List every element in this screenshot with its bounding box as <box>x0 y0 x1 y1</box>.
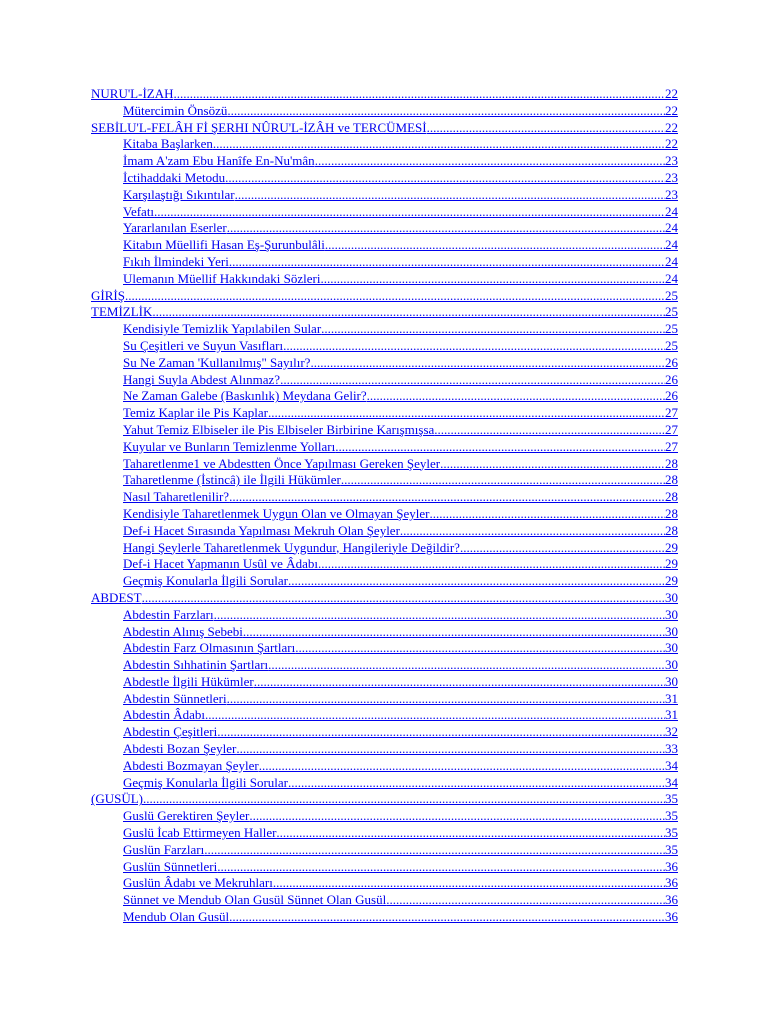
toc-subentry-link[interactable] <box>91 136 678 153</box>
toc-page-number: 35 <box>665 841 678 857</box>
toc-dot-leader <box>205 707 665 724</box>
toc-dot-leader <box>227 220 665 237</box>
toc-entry-title: Su Ne Zaman 'Kullanılmış" Sayılır? <box>123 354 311 370</box>
toc-subentry-link[interactable] <box>91 691 678 708</box>
toc-subentry-link[interactable] <box>91 271 678 288</box>
toc-entry-title: Guslün Farzları <box>123 841 205 857</box>
toc-entry-title: Guslün Âdabı ve Mekruhları <box>123 875 273 891</box>
toc-entry-title: Hangi Şeylerle Taharetlenmek Uygundur, Hangileriyle Değildir? <box>123 539 460 555</box>
toc-subentry-link[interactable] <box>91 707 678 724</box>
toc-dot-leader <box>429 506 665 523</box>
toc-subentry-link[interactable] <box>91 875 678 892</box>
toc-page-number: 28 <box>665 522 678 538</box>
toc-page-number: 35 <box>665 825 678 841</box>
toc-subentry-link[interactable] <box>91 355 678 372</box>
toc-subentry-link[interactable] <box>91 388 678 405</box>
toc-entry-title: Taharetlenme (İstincâ) ile İlgili Hükümler <box>123 472 341 488</box>
toc-dot-leader <box>273 875 665 892</box>
toc-subentry-link[interactable] <box>91 607 678 624</box>
toc-dot-leader <box>288 775 665 792</box>
toc-page-number: 34 <box>665 774 678 790</box>
toc-page-number: 28 <box>665 455 678 471</box>
toc-dot-leader <box>225 170 665 187</box>
toc-page-number: 31 <box>665 690 678 706</box>
toc-page-number: 27 <box>665 405 678 421</box>
toc-dot-leader <box>243 624 665 641</box>
toc-subentry-link[interactable] <box>91 103 678 120</box>
toc-page-number: 30 <box>665 623 678 639</box>
toc-page-number: 23 <box>665 153 678 169</box>
toc-entry-title: Abdestin Sıhhatinin Şartları <box>123 657 269 673</box>
toc-subentry-link[interactable] <box>91 842 678 859</box>
toc-dot-leader <box>227 691 665 708</box>
toc-page-number: 24 <box>665 270 678 286</box>
toc-dot-leader <box>440 456 665 473</box>
toc-section-link[interactable] <box>91 288 678 305</box>
toc-page-number: 31 <box>665 707 678 723</box>
toc-page-number: 27 <box>665 421 678 437</box>
toc-section-link[interactable] <box>91 120 678 137</box>
toc-subentry-link[interactable] <box>91 204 678 221</box>
toc-dot-leader <box>268 405 665 422</box>
toc-page-number: 24 <box>665 237 678 253</box>
toc-entry-title: Mendub Olan Gusül <box>123 909 230 925</box>
toc-page-number: 34 <box>665 757 678 773</box>
toc-page-number: 28 <box>665 472 678 488</box>
toc-entry-title: (GUSÜL) <box>91 791 143 807</box>
toc-dot-leader <box>154 204 665 221</box>
toc-entry-title: Kendisiyle Taharetlenmek Uygun Olan ve Olmayan Şeyler <box>123 505 430 521</box>
toc-entry-title: Hangi Suyla Abdest Alınmaz? <box>123 371 281 387</box>
toc-page-number: 29 <box>665 539 678 555</box>
toc-entry-title: Taharetlenme1 ve Abdestten Önce Yapılması Gereken Şeyler <box>123 455 441 471</box>
toc-subentry-link[interactable] <box>91 825 678 842</box>
toc-dot-leader <box>318 556 665 573</box>
toc-subentry-link[interactable] <box>91 456 678 473</box>
toc-subentry-link[interactable] <box>91 321 678 338</box>
toc-page-number: 36 <box>665 875 678 891</box>
toc-entry-title: Abdestin Farzları <box>123 606 214 622</box>
toc-dot-leader <box>321 321 665 338</box>
toc-subentry-link[interactable] <box>91 187 678 204</box>
toc-entry-title: SEBİLU'L-FELÂH Fİ ŞERHI NÛRU'L-İZÂH ve TERCÜMESİ <box>91 119 427 135</box>
toc-dot-leader <box>229 254 665 271</box>
toc-entry-title: Def-i Hacet Yapmanın Usûl ve Âdabı <box>123 556 318 572</box>
toc-dot-leader <box>142 590 665 607</box>
toc-subentry-link[interactable] <box>91 237 678 254</box>
toc-page-number: 29 <box>665 573 678 589</box>
toc-dot-leader <box>367 388 665 405</box>
toc-page-number: 30 <box>665 589 678 605</box>
toc-page-number: 22 <box>665 102 678 118</box>
toc-entry-title: Abdestin Âdabı <box>123 707 205 723</box>
toc-entry-title: Abdestin Alınış Sebebi <box>123 623 243 639</box>
toc-dot-leader <box>310 355 665 372</box>
toc-page-number: 30 <box>665 673 678 689</box>
toc-page-number: 25 <box>665 304 678 320</box>
toc-section-link[interactable] <box>91 590 678 607</box>
toc-page-number: 25 <box>665 287 678 303</box>
toc-dot-leader <box>125 288 665 305</box>
toc-dot-leader <box>276 825 665 842</box>
toc-section-link[interactable] <box>91 304 678 321</box>
toc-subentry-link[interactable] <box>91 506 678 523</box>
toc-page-number: 26 <box>665 371 678 387</box>
toc-subentry-link[interactable] <box>91 372 678 389</box>
toc-entry-title: Geçmiş Konularla İlgili Sorular <box>123 774 288 790</box>
toc-dot-leader <box>427 120 665 137</box>
toc-subentry-link[interactable] <box>91 909 678 926</box>
toc-entry-title: Temiz Kaplar ile Pis Kaplar <box>123 405 268 421</box>
toc-page-number: 36 <box>665 892 678 908</box>
toc-entry-title: Abdestin Çeşitleri <box>123 724 218 740</box>
toc-dot-leader <box>259 758 665 775</box>
toc-entry-title: Guslün Sünnetleri <box>123 858 218 874</box>
toc-entry-title: Sünnet ve Mendub Olan Gusül Sünnet Olan Gusül <box>123 892 387 908</box>
toc-page-number: 27 <box>665 438 678 454</box>
toc-subentry-link[interactable] <box>91 540 678 557</box>
toc-entry-title: Kitabın Müellifi Hasan Eş-Şurunbulâli <box>123 237 325 253</box>
toc-subentry-link[interactable] <box>91 422 678 439</box>
toc-page-number: 33 <box>665 741 678 757</box>
toc-subentry-link[interactable] <box>91 657 678 674</box>
toc-entry-title: Abdesti Bozmayan Şeyler <box>123 757 259 773</box>
toc-subentry-link[interactable] <box>91 624 678 641</box>
toc-dot-leader <box>386 892 665 909</box>
toc-page-number: 30 <box>665 657 678 673</box>
toc-entry-title: GİRİŞ <box>91 287 125 303</box>
toc-dot-leader <box>227 103 665 120</box>
toc-entry-title: Def-i Hacet Sırasında Yapılması Mekruh Olan Şeyler <box>123 522 400 538</box>
toc-subentry-link[interactable] <box>91 556 678 573</box>
toc-page-number: 32 <box>665 724 678 740</box>
toc-subentry-link[interactable] <box>91 775 678 792</box>
toc-entry-title: Abdesti Bozan Şeyler <box>123 741 237 757</box>
toc-dot-leader <box>335 439 665 456</box>
toc-page-number: 25 <box>665 337 678 353</box>
toc-entry-title: Fıkıh İlmindeki Yeri <box>123 253 229 269</box>
toc-page-number: 22 <box>665 136 678 152</box>
toc-dot-leader <box>288 573 665 590</box>
toc-subentry-link[interactable] <box>91 859 678 876</box>
toc-entry-title: NURU'L-İZAH <box>91 86 174 101</box>
toc-entry-title: Guslü Gerektiren Şeyler <box>123 808 250 824</box>
toc-dot-leader <box>280 372 665 389</box>
toc-entry-title: Abdestle İlgili Hükümler <box>123 673 254 689</box>
toc-entry-title: Nasıl Taharetlenilir? <box>123 489 230 505</box>
toc-entry-title: Guslü İcab Ettirmeyen Haller <box>123 825 277 841</box>
toc-entry-title: ABDEST <box>91 589 142 605</box>
toc-page-number: 25 <box>665 321 678 337</box>
toc-dot-leader <box>214 607 665 624</box>
toc-entry-title: Ulemanın Müellif Hakkındaki Sözleri <box>123 270 321 286</box>
toc-dot-leader <box>213 136 665 153</box>
toc-entry-title: Kuyular ve Bunların Temizlenme Yolları <box>123 438 336 454</box>
toc-section-link[interactable] <box>91 791 678 808</box>
toc-dot-leader <box>283 338 665 355</box>
toc-page-number: 26 <box>665 388 678 404</box>
toc-entry-title: TEMİZLİK <box>91 304 153 320</box>
toc-page-number: 30 <box>665 606 678 622</box>
toc-entry-title: Kendisiyle Temizlik Yapılabilen Sular <box>123 321 322 337</box>
toc-page-number: 26 <box>665 354 678 370</box>
toc-subentry-link[interactable] <box>91 220 678 237</box>
toc-entry-title: Mütercimin Önsözü <box>123 102 228 118</box>
toc-subentry-link[interactable] <box>91 674 678 691</box>
toc-entry-title: Abdestin Sünnetleri <box>123 690 227 706</box>
toc-entry-title: Yararlanılan Eserler <box>123 220 227 236</box>
toc-page-number: 22 <box>665 119 678 135</box>
toc-subentry-link[interactable] <box>91 338 678 355</box>
toc-entry-title: Su Çeşitleri ve Suyun Vasıfları <box>123 337 284 353</box>
toc-dot-leader <box>235 187 665 204</box>
toc-dot-leader <box>320 271 665 288</box>
table-of-contents <box>91 86 678 926</box>
toc-subentry-link[interactable] <box>91 741 678 758</box>
toc-dot-leader <box>295 640 665 657</box>
toc-dot-leader <box>254 674 665 691</box>
toc-entry-title: Karşılaştığı Sıkıntılar <box>123 186 235 202</box>
toc-dot-leader <box>229 489 665 506</box>
toc-page-number: 28 <box>665 489 678 505</box>
toc-section-link[interactable] <box>91 86 678 103</box>
toc-subentry-link[interactable] <box>91 573 678 590</box>
toc-entry-title: Yahut Temiz Elbiseler ile Pis Elbiseler Birbirine Karışmışsa <box>123 421 435 437</box>
toc-entry-title: İmam A'zam Ebu Hanîfe En-Nu'mân <box>123 153 315 169</box>
toc-page-number: 23 <box>665 186 678 202</box>
toc-subentry-link[interactable] <box>91 724 678 741</box>
toc-subentry-link[interactable] <box>91 170 678 187</box>
toc-dot-leader <box>174 86 666 103</box>
toc-dot-leader <box>152 304 665 321</box>
toc-page-number: 36 <box>665 858 678 874</box>
toc-dot-leader <box>341 472 665 489</box>
toc-dot-leader <box>434 422 665 439</box>
toc-page-number: 22 <box>665 86 678 101</box>
toc-entry-title: Kitaba Başlarken <box>123 136 213 152</box>
toc-dot-leader <box>268 657 665 674</box>
toc-subentry-link[interactable] <box>91 489 678 506</box>
toc-subentry-link[interactable] <box>91 523 678 540</box>
toc-dot-leader <box>143 791 665 808</box>
toc-page-number: 24 <box>665 203 678 219</box>
toc-page-number: 28 <box>665 505 678 521</box>
toc-dot-leader <box>217 724 665 741</box>
toc-entry-title: Geçmiş Konularla İlgili Sorular <box>123 573 288 589</box>
toc-page-number: 30 <box>665 640 678 656</box>
toc-subentry-link[interactable] <box>91 254 678 271</box>
toc-page-number: 29 <box>665 556 678 572</box>
toc-dot-leader <box>400 523 665 540</box>
toc-dot-leader <box>229 909 665 926</box>
toc-entry-title: Vefatı <box>123 203 155 219</box>
toc-dot-leader <box>217 859 665 876</box>
toc-subentry-link[interactable] <box>91 758 678 775</box>
toc-dot-leader <box>249 808 665 825</box>
toc-subentry-link[interactable] <box>91 439 678 456</box>
toc-subentry-link[interactable] <box>91 808 678 825</box>
toc-subentry-link[interactable] <box>91 472 678 489</box>
toc-subentry-link[interactable] <box>91 405 678 422</box>
toc-dot-leader <box>315 153 665 170</box>
toc-dot-leader <box>236 741 665 758</box>
toc-entry-title: İctihaddaki Metodu <box>123 169 226 185</box>
toc-subentry-link[interactable] <box>91 640 678 657</box>
toc-dot-leader <box>325 237 665 254</box>
toc-page-number: 24 <box>665 220 678 236</box>
toc-entry-title: Abdestin Farz Olmasının Şartları <box>123 640 296 656</box>
toc-page-number: 23 <box>665 169 678 185</box>
toc-entry-title: Ne Zaman Galebe (Baskınlık) Meydana Gelir? <box>123 388 367 404</box>
toc-subentry-link[interactable] <box>91 892 678 909</box>
toc-page-number: 35 <box>665 791 678 807</box>
toc-dot-leader <box>204 842 665 859</box>
toc-subentry-link[interactable] <box>91 153 678 170</box>
toc-page-number: 24 <box>665 253 678 269</box>
toc-page-number: 36 <box>665 909 678 925</box>
toc-dot-leader <box>460 540 665 557</box>
toc-page-number: 35 <box>665 808 678 824</box>
